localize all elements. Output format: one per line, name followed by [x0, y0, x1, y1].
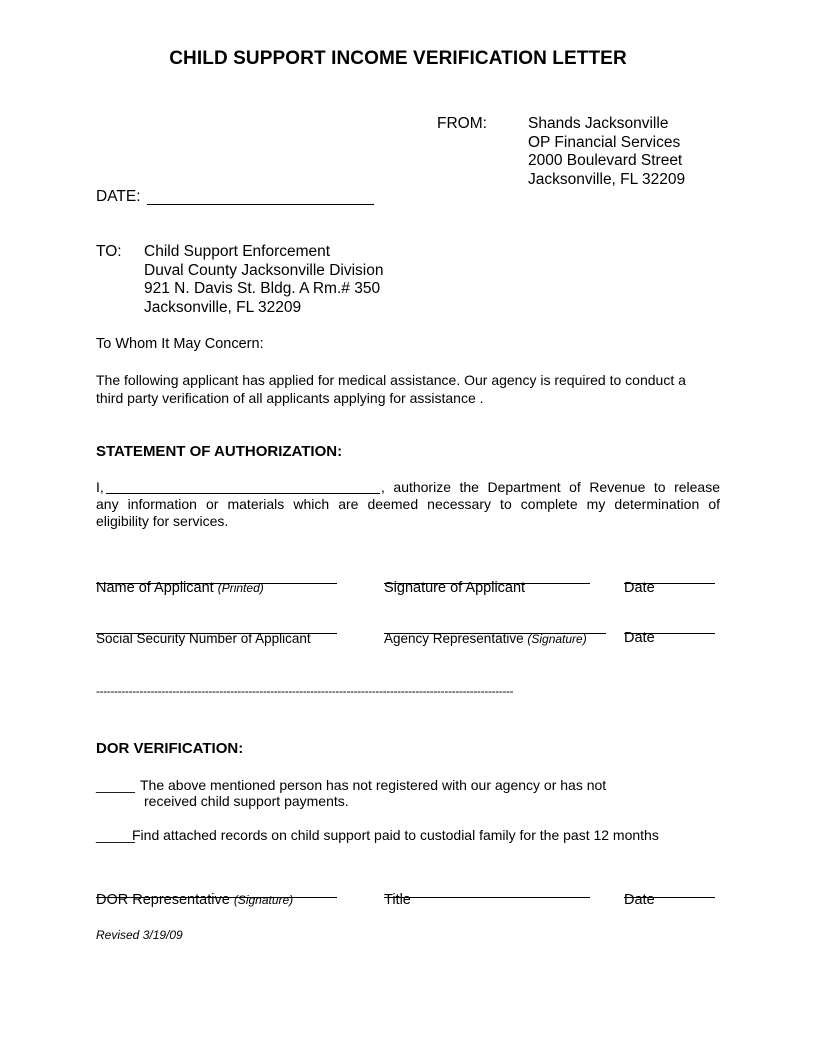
dashed-divider: ------------------------------------------------------------------------------------------------------------------- [96, 686, 514, 698]
authorization-line-3: eligibility for services. [96, 513, 229, 529]
dor-option-1-line-2: received child support payments. [144, 793, 349, 809]
revised-note: Revised 3/19/09 [96, 928, 183, 942]
from-line-1: Shands Jacksonville [528, 115, 669, 132]
intro-line-1: The following applicant has applied for medical assistance. Our agency is required to conduct a [96, 372, 686, 388]
dor-title-line[interactable] [384, 897, 590, 898]
intro-line-2: third party verification of all applicants applying for assistance . [96, 390, 484, 406]
to-line-3: 921 N. Davis St. Bldg. A Rm.# 350 [144, 280, 381, 297]
dor-rep-text: DOR Representative [96, 892, 230, 908]
from-line-2: OP Financial Services [528, 133, 681, 151]
dor-signature-note: (Signature) [233, 893, 294, 907]
authorization-line-2: any information or materials which are deemed necessary to complete my determination of [96, 496, 720, 512]
printed-note: (Printed) [217, 581, 264, 595]
date-blank-line[interactable] [147, 204, 374, 205]
agency-rep-label [384, 631, 587, 646]
date-label: DATE: [96, 188, 141, 205]
from-address [528, 115, 685, 189]
applicant-signature-label: Signature of Applicant [384, 580, 526, 596]
applicant-name-blank[interactable] [106, 493, 380, 494]
agency-date-label: Date [624, 630, 655, 646]
applicant-date-label: Date [624, 580, 655, 596]
authorization-prefix: I, [96, 479, 104, 495]
dor-date-label: Date [624, 892, 655, 908]
salutation: To Whom It May Concern: [96, 336, 264, 352]
dor-heading: DOR VERIFICATION: [96, 740, 244, 757]
authorization-heading: STATEMENT OF AUTHORIZATION: [96, 443, 343, 460]
dor-rep-label [96, 892, 293, 908]
dor-option-1-blank[interactable]: _____ [96, 777, 135, 793]
applicant-name-text: Name of Applicant [96, 580, 214, 596]
to-line-4: Jacksonville, FL 32209 [144, 298, 302, 316]
applicant-name-label [96, 580, 264, 596]
from-line-3: 2000 Boulevard Street [528, 152, 683, 169]
from-line-4: Jacksonville, FL 32209 [528, 170, 686, 188]
dor-option-2-blank[interactable]: _____ [96, 827, 135, 843]
to-line-1: Child Support Enforcement [144, 243, 331, 260]
to-address [144, 243, 384, 317]
document-title: CHILD SUPPORT INCOME VERIFICATION LETTER [169, 48, 627, 69]
agency-rep-text: Agency Representative [384, 631, 524, 646]
dor-option-1-line-1: The above mentioned person has not registered with our agency or has not [140, 777, 607, 793]
dor-title-label: Title [384, 892, 411, 908]
signature-note: (Signature) [527, 632, 587, 646]
ssn-label: Social Security Number of Applicant [96, 631, 311, 646]
authorization-suffix: , authorize the Department of Revenue to release [381, 479, 720, 495]
from-label: FROM: [437, 115, 487, 132]
dor-option-2-text: Find attached records on child support paid to custodial family for the past 12 months [132, 827, 659, 843]
to-label: TO: [96, 243, 122, 260]
to-line-2: Duval County Jacksonville Division [144, 261, 384, 279]
